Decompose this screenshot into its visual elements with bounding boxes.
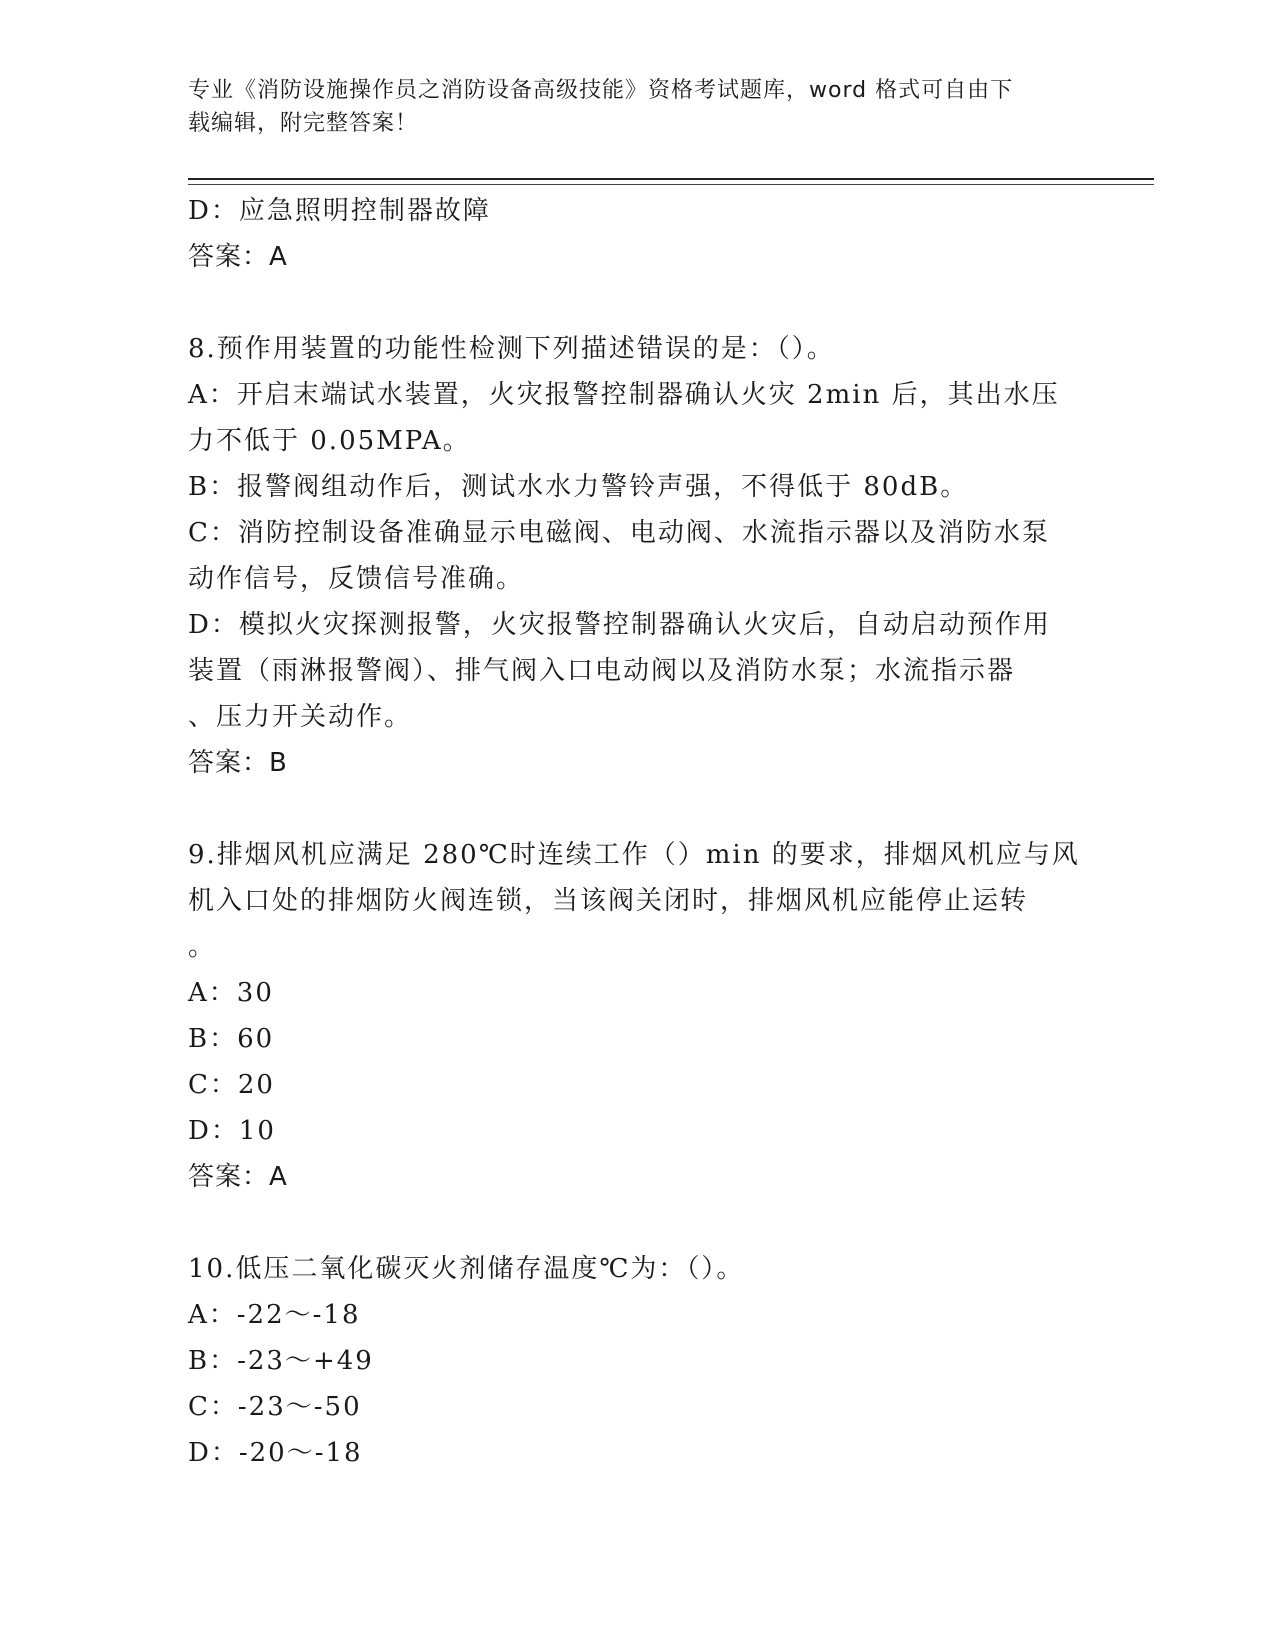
question-stem-continued: 机入口处的排烟防火阀连锁，当该阀关闭时，排烟风机应能停止运转 <box>188 886 1029 916</box>
option-c: C：消防控制设备准确显示电磁阀、电动阀、水流指示器以及消防水泵 <box>188 518 1050 548</box>
option-d-continued: 、压力开关动作。 <box>188 702 413 732</box>
option-c: C：20 <box>188 1070 275 1100</box>
answer-label: 答案：B <box>188 748 288 778</box>
spacer <box>188 1200 1088 1246</box>
document-header <box>188 74 1068 140</box>
option-d-continued: 装置（雨淋报警阀）、排气阀入口电动阀以及消防水泵；水流指示器 <box>188 656 1016 686</box>
option-d: D：应急照明控制器故障 <box>188 196 491 226</box>
option-a: A：30 <box>188 978 274 1008</box>
option-b: B：60 <box>188 1024 275 1054</box>
option-d: D：10 <box>188 1116 276 1146</box>
option-c: C：-23～-50 <box>188 1392 362 1422</box>
header-divider-thick <box>188 178 1154 180</box>
option-d: D：模拟火灾探测报警，火灾报警控制器确认火灾后，自动启动预作用 <box>188 610 1051 640</box>
header-line-2: 载编辑，附完整答案！ <box>188 111 419 136</box>
answer-label: 答案：A <box>188 242 288 272</box>
question-10 <box>188 1246 1088 1476</box>
question-stem: 9.排烟风机应满足 280℃时连续工作（）min 的要求，排烟风机应与风 <box>188 840 1080 870</box>
answer-label: 答案：A <box>188 1162 288 1192</box>
spacer <box>188 786 1088 832</box>
option-b: B：-23～+49 <box>188 1346 374 1376</box>
question-8 <box>188 326 1088 786</box>
option-c-continued: 动作信号，反馈信号准确。 <box>188 564 525 594</box>
question-content <box>188 188 1088 1476</box>
question-9 <box>188 832 1088 1200</box>
option-b: B：报警阀组动作后，测试水水力警铃声强，不得低于 80dB。 <box>188 472 969 502</box>
option-a: A：开启末端试水装置，火灾报警控制器确认火灾 2min 后，其出水压 <box>188 380 1060 410</box>
question-stem: 10.低压二氧化碳灭火剂储存温度℃为：（）。 <box>188 1254 745 1284</box>
previous-question-tail <box>188 188 1088 280</box>
spacer <box>188 280 1088 326</box>
header-divider-thin <box>188 184 1154 185</box>
option-a: A：-22～-18 <box>188 1300 361 1330</box>
question-stem-continued: 。 <box>188 932 217 962</box>
option-a-continued: 力不低于 0.05MPA。 <box>188 426 471 456</box>
question-stem: 8.预作用装置的功能性检测下列描述错误的是：（）。 <box>188 334 835 364</box>
header-line-1: 专业《消防设施操作员之消防设备高级技能》资格考试题库，word 格式可自由下 <box>188 78 1014 103</box>
option-d: D：-20～-18 <box>188 1438 363 1468</box>
